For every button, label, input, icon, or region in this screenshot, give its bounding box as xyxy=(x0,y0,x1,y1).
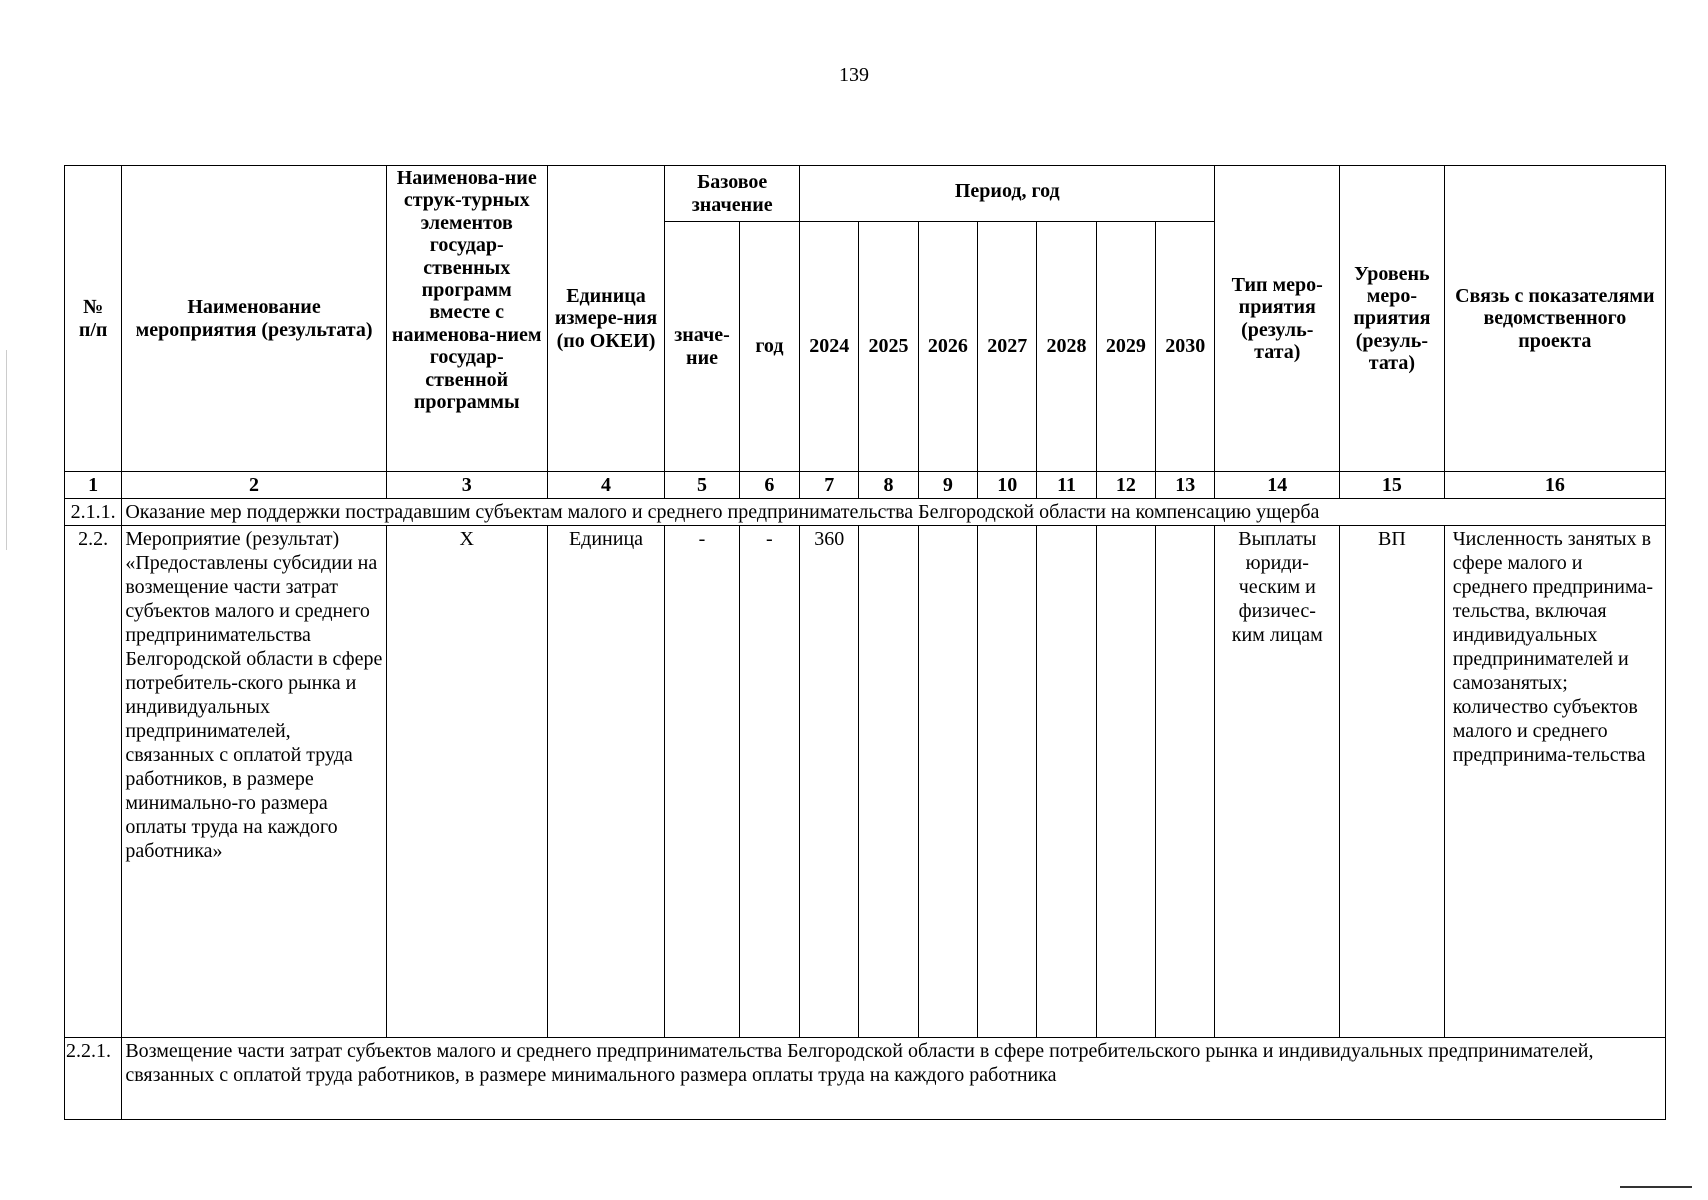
page-number: 139 xyxy=(839,64,869,86)
value-2030 xyxy=(1156,526,1215,1038)
value-2029 xyxy=(1096,526,1155,1038)
struct-element: Х xyxy=(386,526,547,1038)
column-number: 7 xyxy=(800,472,859,499)
column-number: 8 xyxy=(859,472,918,499)
header-level: Уровень меро-приятия (резуль-тата) xyxy=(1340,166,1445,472)
scan-artifact xyxy=(6,350,7,550)
header-year-2028: 2028 xyxy=(1037,222,1096,472)
base-year-cell: - xyxy=(739,526,799,1038)
section-row-2-1-1 xyxy=(65,499,1666,526)
header-year-2026: 2026 xyxy=(918,222,977,472)
header-unit: Единица измере-ния (по ОКЕИ) xyxy=(547,166,665,472)
value-2028 xyxy=(1037,526,1096,1038)
section-row-2-2-1 xyxy=(65,1038,1666,1120)
header-period: Период, год xyxy=(800,166,1215,222)
column-number: 2 xyxy=(122,472,386,499)
header-year-2030: 2030 xyxy=(1156,222,1215,472)
column-number: 4 xyxy=(547,472,665,499)
section-number: 2.1.1. xyxy=(65,499,122,526)
column-numbers-row xyxy=(65,472,1666,499)
section-number: 2.2.1. xyxy=(65,1038,122,1120)
value-2025 xyxy=(859,526,918,1038)
header-base-value: значе-ние xyxy=(665,222,739,472)
header-link: Связь с показателями ведомственного проекта xyxy=(1444,166,1665,472)
project-link: Численность занятых в сфере малого и среднего предпринима-тельства, включая индивидуальных предпринимателей и самозанятых; количество субъектов малого и среднего предпринима-тельства xyxy=(1444,526,1665,1038)
column-number: 16 xyxy=(1444,472,1665,499)
header-struct: Наименова-ние струк-турных элементов государ-ственных программ вместе с наименова-нием государ-ственной программы xyxy=(386,166,547,472)
column-number: 5 xyxy=(665,472,739,499)
value-2024: 360 xyxy=(800,526,859,1038)
column-number: 11 xyxy=(1037,472,1096,499)
column-number: 14 xyxy=(1215,472,1340,499)
base-value-cell: - xyxy=(665,526,739,1038)
row-number: 2.2. xyxy=(65,526,122,1038)
column-number: 10 xyxy=(978,472,1037,499)
header-num: № п/п xyxy=(65,166,122,472)
scan-artifact xyxy=(1620,1186,1692,1188)
column-number: 6 xyxy=(739,472,799,499)
activity-type: Выплаты юриди-ческим и физичес-ким лицам xyxy=(1215,526,1340,1038)
header-base-year: год xyxy=(739,222,799,472)
section-title: Возмещение части затрат субъектов малого и среднего предпринимательства Белгородской области в сфере потребительского рынка и индивидуальных предпринимателей, связанных с оплатой труда работников, в размере минимального размера оплаты труда на каждого работника xyxy=(122,1038,1666,1120)
activities-table xyxy=(64,165,1666,1120)
header-year-2029: 2029 xyxy=(1096,222,1155,472)
header-year-2024: 2024 xyxy=(800,222,859,472)
header-year-2025: 2025 xyxy=(859,222,918,472)
header-base: Базовое значение xyxy=(665,166,800,222)
table-header xyxy=(65,166,1666,472)
value-2026 xyxy=(918,526,977,1038)
value-2027 xyxy=(978,526,1037,1038)
header-year-2027: 2027 xyxy=(978,222,1037,472)
activity-name: Мероприятие (результат) «Предоставлены субсидии на возмещение части затрат субъектов малого и среднего предпринимательства Белгородской области в сфере потребитель-ского рынка и индивидуальных предпринимателей, связанных с оплатой труда работников, в размере минимально-го размера оплаты труда на каждого работника» xyxy=(122,526,386,1038)
section-title: Оказание мер поддержки пострадавшим субъектам малого и среднего предпринимательства Белгородской области на компенсацию ущерба xyxy=(122,499,1666,526)
unit-cell: Единица xyxy=(547,526,665,1038)
activity-level: ВП xyxy=(1340,526,1445,1038)
header-name: Наименование мероприятия (результата) xyxy=(122,166,386,472)
column-number: 12 xyxy=(1096,472,1155,499)
table-row-2-2 xyxy=(65,526,1666,1038)
column-number: 9 xyxy=(918,472,977,499)
column-number: 1 xyxy=(65,472,122,499)
column-number: 15 xyxy=(1340,472,1445,499)
column-number: 3 xyxy=(386,472,547,499)
header-type: Тип меро-приятия (резуль-тата) xyxy=(1215,166,1340,472)
column-number: 13 xyxy=(1156,472,1215,499)
